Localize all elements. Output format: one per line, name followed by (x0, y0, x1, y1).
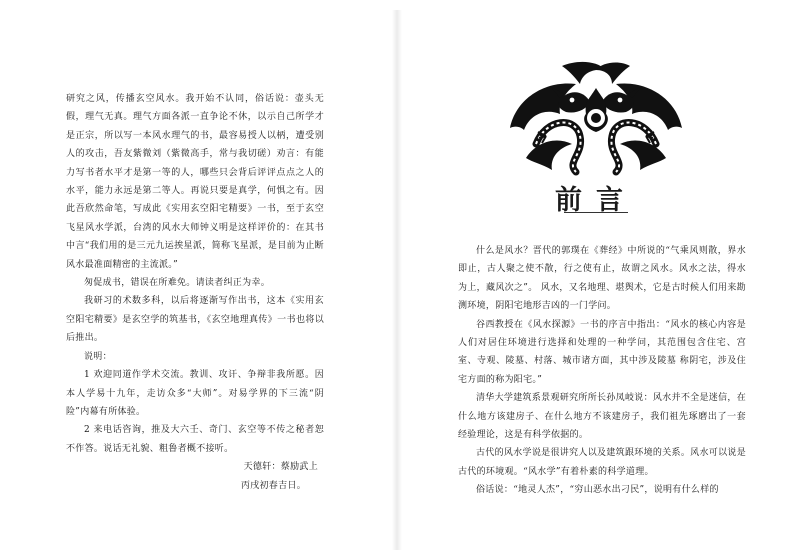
author-signature: 天德轩：蔡励武上 (243, 462, 318, 473)
paragraph: 我研习的术数多科，以后将逐渐写作出书，这本《实用玄空阳宅精要》是玄空学的筑基书，《玄空地理真传》一书也将以后推出。 (66, 296, 324, 344)
page-title: 前言 (555, 185, 637, 216)
note-item: 2 来电话咨询，推及大六壬、奇门、玄空等不传之秘者恕不作答。说话无礼貌、粗鲁者概不接听。 (66, 425, 324, 454)
paragraph: 研究之风，传播玄空风水。我开始不认同，俗话说：壶头无假，理气无真。理气方面各派一直争论不休，以示自己所学才是正宗，所以写一本风水理气的书，最容易授人以柄，遭受别人的攻击，吾友紫微刘（紫微高手，常与我切磋）劝言：有能力写书者水平才是第一等的人，哪些只会背后评评点点之人的水平，能力永远是第二等人。再说只要是真学，何惧之有。因此吾欣然命笔，写成此《实用玄空阳宅精要》一书，至于玄空飞星风水学派，台湾的风水大师钟义明是这样评价的：在其书中言“我们用的是三元九运挨星派，简称飞星派，是目前为止断风水最准面精密的主流派。” (66, 94, 324, 270)
notes-heading: 说明： (84, 351, 112, 362)
signature-date: 丙戌初春吉日。 (240, 480, 306, 491)
right-page-text (458, 242, 746, 500)
note-item: 1 欢迎同道作学术交流。教训、攻讦、争辩非我所愿。因本人学易十九年，走访众多“大师”。对易学界的下三流“阴险”内幕有所体验。 (66, 370, 324, 417)
right-page (396, 0, 793, 560)
paragraph: 谷西教授在《风水探源》一书的序言中指出：“风水的核心内容是人们对居住环境进行选择和处理的一种学问，其范围包含住宅、宫室、寺观、陵墓、村落、城市诸方面，其中涉及陵墓 称阴宅，涉及住宅方面的称为阳宅。” (458, 319, 746, 385)
paragraph: 什么是风水？晋代的郭璞在《葬经》中所说的“气乘风则散，界水即止，古人聚之使不散，行之使有止，故谓之风水。风水之法，得水为上，藏风次之”。 风水，又名地理、堪舆术，它是古时候人们用来勘测环境，阴阳宅地形吉凶的一门学问。 (458, 246, 746, 312)
paragraph: 清华大学建筑系景观研究所所长孙凤岐说：风水并不全是迷信，在什么地方该建房子、在什么地方不该建房子，我们祖先琢磨出了一套经验理论，这是有科学依据的。 (458, 393, 746, 441)
title-underline (564, 212, 628, 213)
left-page (0, 0, 396, 560)
paragraph: 俗话说：“地灵人杰”，“穷山恶水出刁民”，说明有什么样的 (476, 485, 719, 496)
paragraph: 古代的风水学说是很讲究人以及建筑跟环境的关系。风水可以说是古代的环境观。“风水学”有着朴素的科学道理。 (458, 448, 746, 477)
left-page-text (66, 90, 324, 495)
twin-dragon-pearl-illustration (506, 58, 686, 180)
paragraph: 匆促成书，错误在所难免。请读者纠正为幸。 (84, 278, 271, 289)
